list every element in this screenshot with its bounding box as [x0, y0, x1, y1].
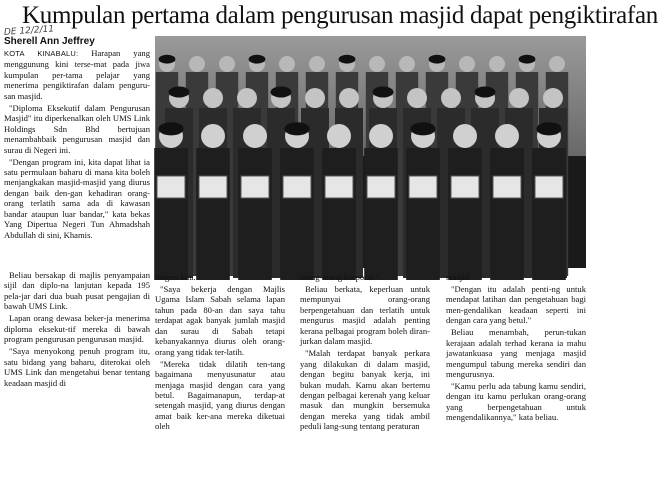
paragraph: Negeri kita. [155, 272, 196, 282]
paragraph: orang-orang korporat." [300, 272, 379, 282]
article-column-1-lower [4, 270, 150, 478]
paragraph [4, 48, 150, 101]
dateline: KOTA KINABALU: [4, 49, 79, 58]
paragraph: "Saya menyokong penuh program itu, satu bidang yang baharu, diterokai oleh UMS Link dan mengetahui benar tentang keadaan masjid di [4, 346, 150, 388]
headline: Kumpulan pertama dalam pengurusan masjid dapat pengiktirafan [22, 2, 658, 29]
handwritten-date-note: DE 12/2/11 [3, 24, 55, 38]
photo-illustration [155, 36, 586, 268]
paragraph: "Diploma Eksekutif dalam Pengurusan Masjid" itu diperkenalkan oleh UMS Link Holdings Sdn Bhd bertujuan menambahbaik pengurusan masjid dan surau di Negeri ini. [4, 102, 150, 155]
paragraph: Beliau menambah, perun-tukan kerajaan adalah terhad kerana ia mahu jawatankuasa yang menjaga masjid mengumpul tabung mereka sendiri dan mengurusnya. [446, 327, 586, 380]
paragraph: masjid. [446, 272, 472, 282]
paragraph: "Mereka tidak dilatih ten-tang bagaimana menyusunatur atau menjaga masjid dengan cara yang betul. Bagaimanapun, terdap-at setengah masjid, yang diurus dengan amat baik ker-ana mereka diketuai oleh [155, 358, 285, 432]
article-column-3 [300, 272, 430, 478]
paragraph-text: Harapan yang menggunung kini terse-mat pada jiwa kumpulan per-tama pelajar yang menerima pengiktirafan dalam penguru-san masjid. [4, 48, 150, 101]
article-column-2 [155, 272, 285, 478]
graduation-group-photo [155, 36, 586, 268]
article-column-1 [4, 48, 150, 268]
article-column-4 [446, 272, 586, 478]
paragraph: "Dengan itu adalah penti-ng untuk mendapat latihan dan pengetahuan bagi men-gendalikan keadaan seperti ini dengan cara yang betul." [446, 283, 586, 326]
paragraph: "Malah terdapat banyak perkara yang dilakukan di dalam masjid, dengan begitu banyak kerja, ini bukan mudah. Kamu akan bertemu dengan pelbagai kerenah yang keluar masuk dan mungkin bersemuka dengan mereka yang tidak ambil peduli lang-sung tentang peraturan [300, 348, 430, 432]
paragraph: Beliau berkata, keperluan untuk mempunyai orang-orang berpengetahuan dan terlatih untuk mengurus masjid adalah penting kerana pelbagai program boleh diran-jurkan dalam masjid. [300, 283, 430, 347]
paragraph: "Dengan program ini, kita dapat lihat ia satu permulaan baharu di mana kita boleh menjangkakan masjid-masjid yang diurus dengan baik den-gan kehadiran orang-orang terlatih sama ada di kawasan bandar ataupun luar bandar," kata bekas Yang Dipertua Negeri Tun Ahmadshah Abdullah di sini, Khamis. [4, 156, 150, 240]
paragraph: "Saya bekerja dengan Majlis Ugama Islam Sabah selama lapan tahun pada 80-an dan saya tahu terdapat agak banyak jumlah masjid dan surau di Sabah tetapi kebanyakannya diurus oleh orang-orang yang tidak ter-latih. [155, 283, 285, 357]
paragraph: Beliau bersakap di majlis penyampaian sijil dan diplo-na lanjutan kepada 195 pela-jar dari dua buah pusat pengajian di bawah UMS Link. [4, 270, 150, 312]
byline: Sherell Ann Jeffrey [4, 36, 95, 47]
paragraph: Lapan orang dewasa beker-ja menerima diploma eksekut-tif mereka di bawah program pengurusan pengurusan masjid. [4, 313, 150, 345]
paragraph: "Kamu perlu ada tabung kamu sendiri, dengan itu kamu perlukan orang-orang yang berpengetahuan untuk mengendalikannya," kata beliau. [446, 381, 586, 423]
